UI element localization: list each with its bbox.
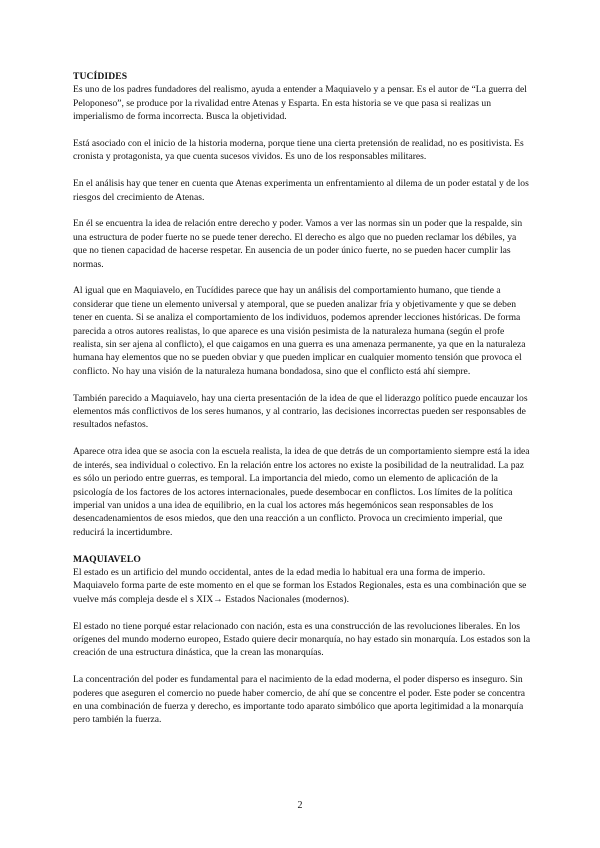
- page-body: [73, 70, 531, 740]
- section-heading: TUCÍDIDES: [73, 71, 128, 82]
- section-maquiavelo: [73, 553, 531, 727]
- paragraph: Al igual que en Maquiavelo, en Tucídides parece que hay un análisis del comportamiento humano, que tiende a considerar que tiene un elemento universal y atemporal, que se pueden analizar fría y objetivamente y que se deben tener en cuenta. Si se analiza el comportamiento de los individuos, podemos aprender lecciones históricas. De forma parecida a otros autores realistas, lo que aparece es una visión pesimista de la naturaleza humana (según el profe realista, sin ser ajena al conflicto), el que caigamos en una guerra es una amenaza permanente, ya que en la naturaleza humana hay elementos que no se pueden obviar y que pueden implicar en cualquier momento tensión que provoca el conflicto. No hay una visión de la naturaleza humana bondadosa, sino que el conflicto está ahí siempre.: [73, 285, 526, 377]
- paragraph: Está asociado con el inicio de la historia moderna, porque tiene una cierta pretensión de realidad, no es positivista. Es cronista y protagonista, ya que cuenta sucesos vividos. Es uno de los responsables militares.: [73, 138, 524, 163]
- paragraph: También parecido a Maquiavelo, hay una cierta presentación de la idea de que el liderazgo político puede encauzar los elementos más conflictivos de los seres humanos, y al contrario, las decisiones incorrectas pueden ser responsables de resultados nefastos.: [73, 392, 528, 431]
- paragraph: En el análisis hay que tener en cuenta que Atenas experimenta un enfrentamiento al dilema de un poder estatal y de los riesgos del crecimiento de Atenas.: [73, 178, 529, 203]
- section-tucidides: [73, 70, 531, 539]
- paragraph: En él se encuentra la idea de relación entre derecho y poder. Vamos a ver las normas sin un poder que la respalde, sin una estructura de poder fuerte no se puede tener derecho. El derecho es algo que no pueden reclamar los débiles, ya que no tienen capacidad de hacerse respetar. En ausencia de un poder único fuerte, no se pueden hacer cumplir las normas.: [73, 218, 523, 270]
- paragraph: El estado es un artificio del mundo occidental, antes de la edad media lo habitual era una forma de imperio. Maquiavelo forma parte de este momento en el que se forman los Estados Regionales, esta es una combinación que se vuelve más compleja desde el s XIX→ Estados Nacionales (modernos).: [73, 566, 527, 605]
- paragraph: Es uno de los padres fundadores del realismo, ayuda a entender a Maquiavelo y a pensar. Es el autor de “La guerra del Peloponeso”, se produce por la rivalidad entre Atenas y Esparta. En esta historia se ve que pasa si realizas un imperialismo de forma incorrecta. Busca la objetividad.: [73, 84, 527, 123]
- paragraph: La concentración del poder es fundamental para el nacimiento de la edad moderna, el poder disperso es inseguro. Sin poderes que aseguren el comercio no puede haber comercio, de ahí que se concentre el poder. Este poder se concentra en una combinación de fuerza y derecho, es importante todo aparato simbólico que aporta legitimidad a la monarquía pero también la fuerza.: [73, 674, 526, 726]
- section-heading: MAQUIAVELO: [73, 553, 141, 565]
- paragraph: El estado no tiene porqué estar relacionado con nación, esta es una construcción de las revoluciones liberales. En los orígenes del mundo moderno europeo, Estado quiere decir monarquía, no hay estado sin monarquía. Los estados son la creación de una estructura dinástica, que la crean las monarquías.: [73, 620, 531, 659]
- page-number: 2: [297, 800, 303, 811]
- paragraph: Aparece otra idea que se asocia con la escuela realista, la idea de que detrás de un comportamiento siempre está la idea de interés, sea individual o colectivo. En la relación entre los actores no existe la posibilidad de la neutralidad. La paz es sólo un periodo entre guerras, es temporal. La importancia del miedo, como un elemento de aplicación de la psicología de los factores de los actores internacionales, puede desembocar en conflictos. Los límites de la política imperial van unidos a una idea de equilibrio, en la cual los actores más hegemónicos sean responsables de los desencadenamientos de esos miedos, que den una reacción a un conflicto. Provoca un crecimiento imperial, que reducirá la incertidumbre.: [73, 446, 530, 538]
